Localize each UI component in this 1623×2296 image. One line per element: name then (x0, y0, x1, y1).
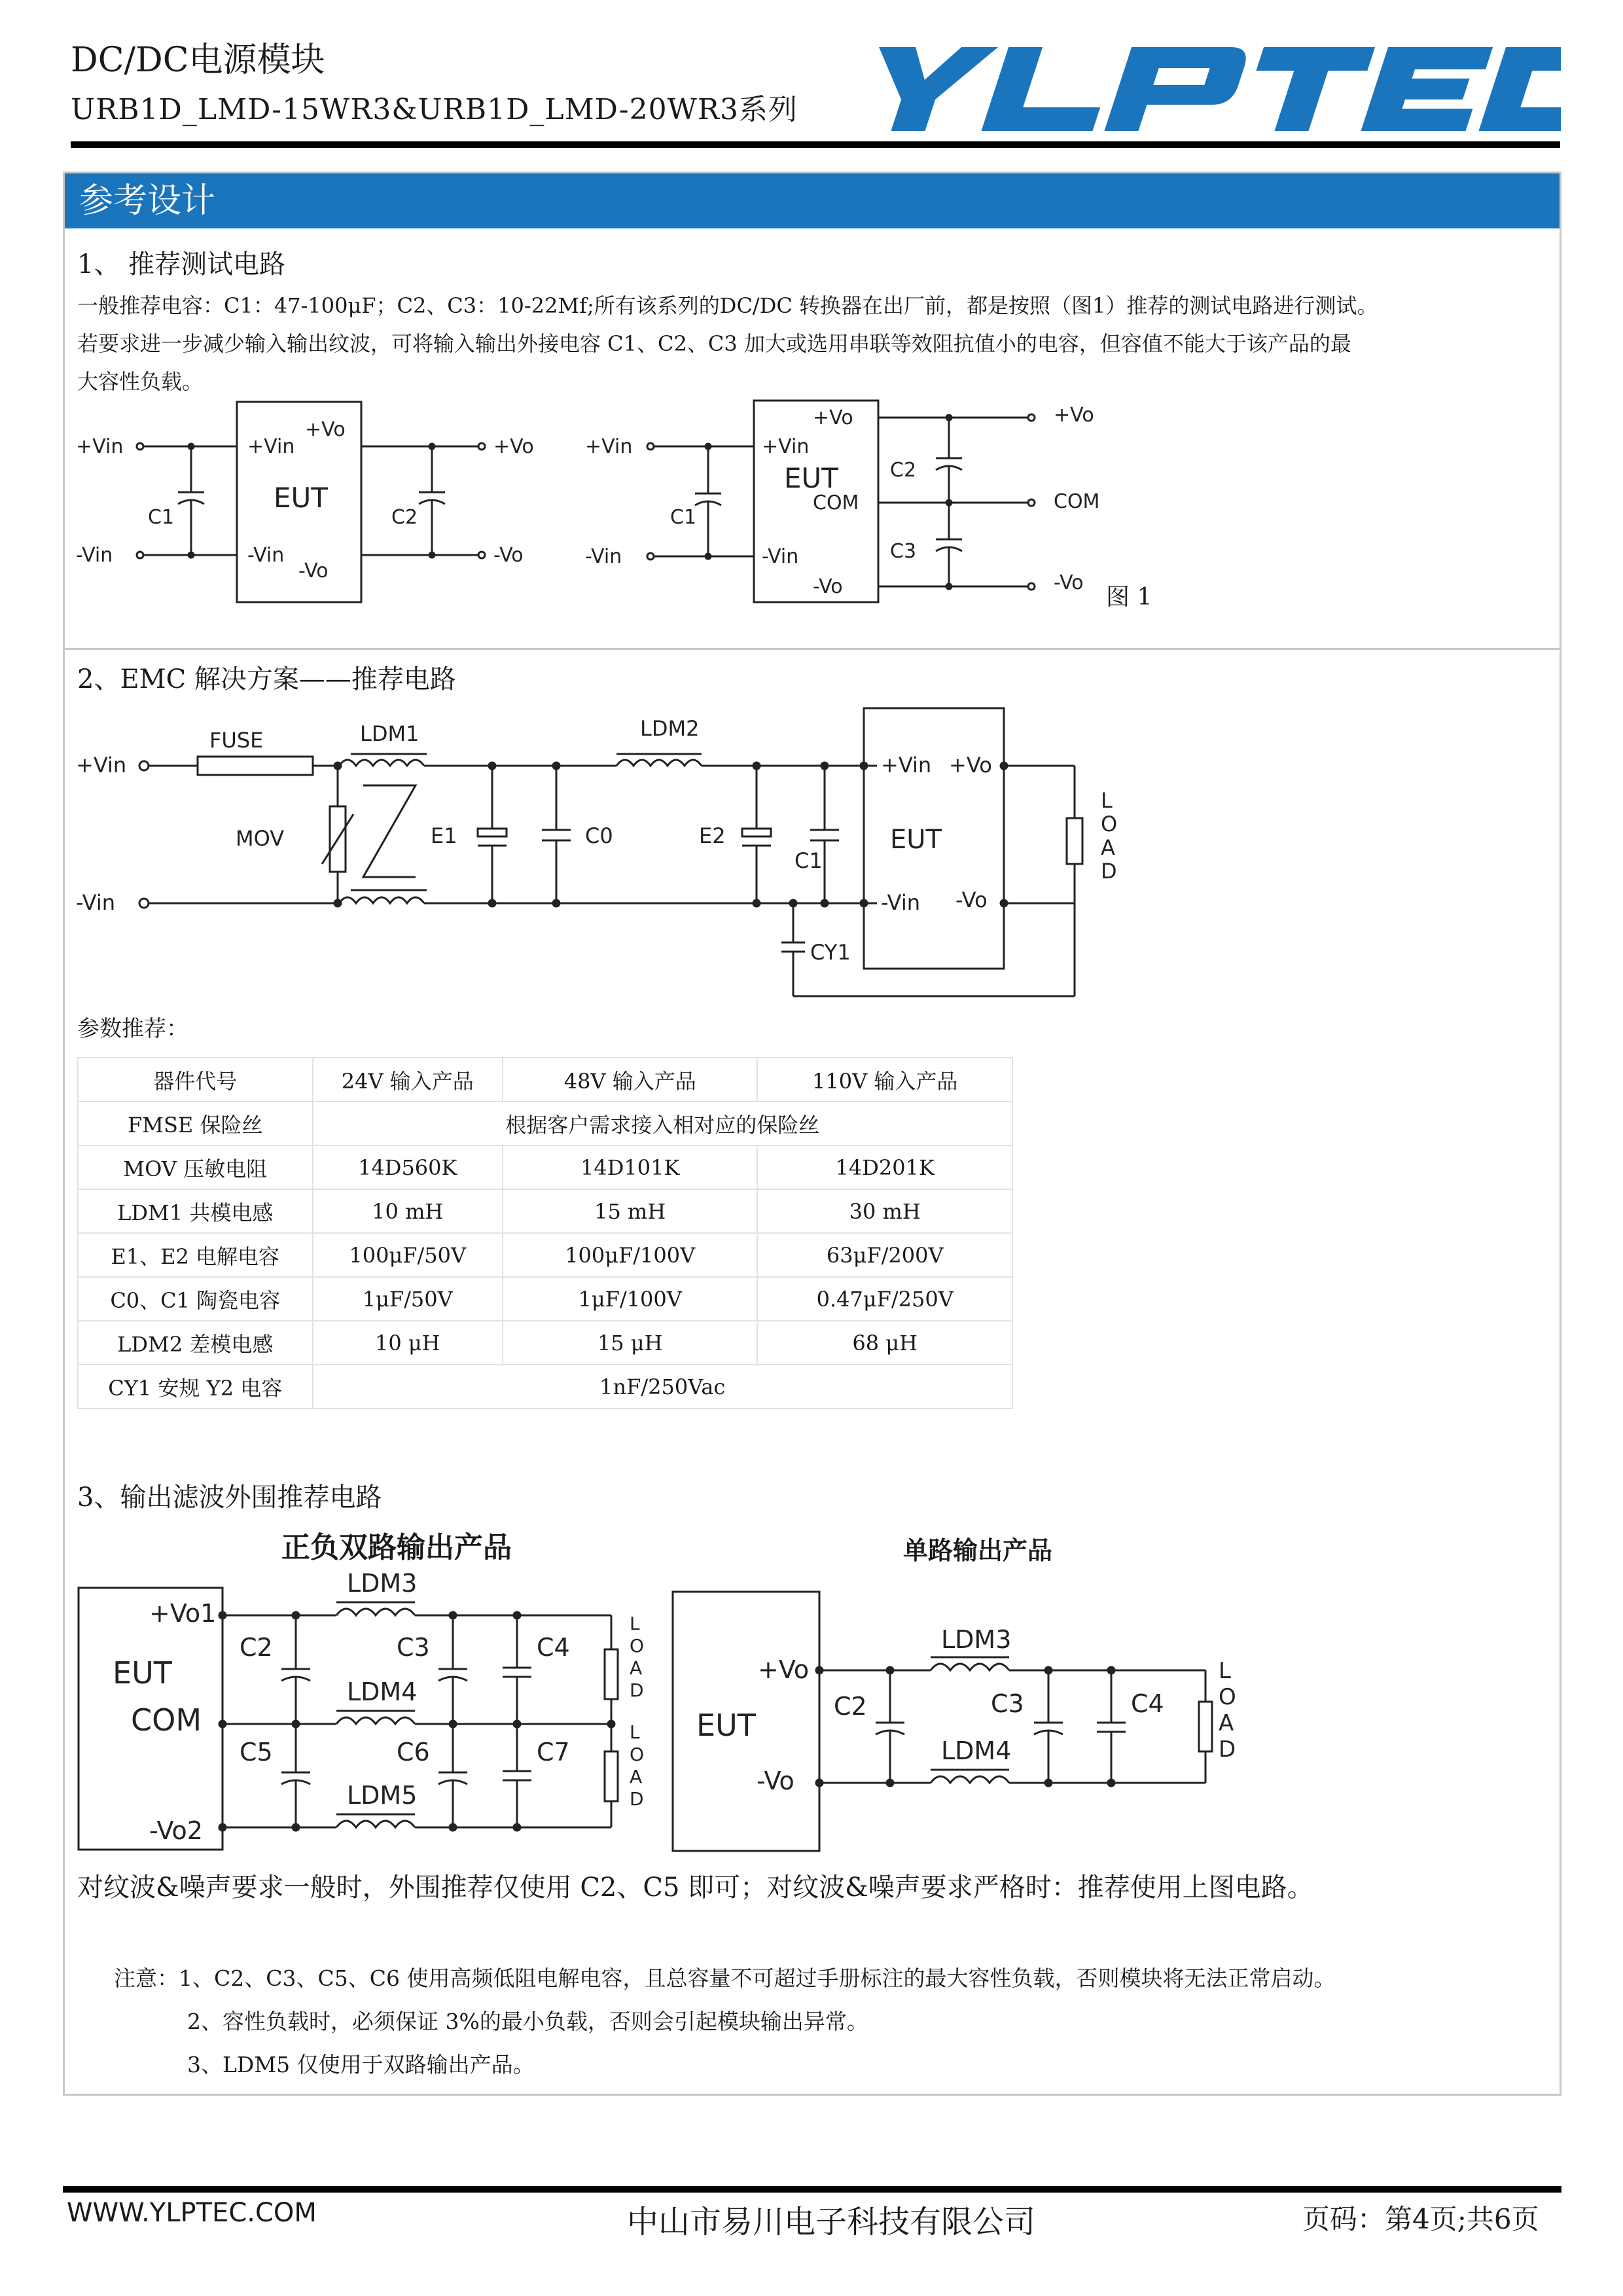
emc-pin-vo-pos: +Vo (949, 753, 992, 778)
table-header-cell: 110V 输入产品 (757, 1058, 1012, 1102)
c2-label: C2 (391, 506, 418, 529)
emc-vin-neg: -Vin (76, 890, 116, 915)
emc-pin-vin-neg: -Vin (881, 890, 921, 915)
table-cell: 根据客户需求接入相对应的保险丝 (313, 1102, 1013, 1145)
ylptec-logo (834, 39, 1561, 137)
table-row (78, 1189, 1012, 1233)
single-output-title: 单路输出产品 (903, 1536, 1053, 1565)
single-load-l: L (1219, 1658, 1231, 1684)
figure1-caption: 图 1 (1106, 584, 1152, 611)
table-row (78, 1102, 1012, 1145)
dual-ldm5: LDM5 (347, 1781, 418, 1810)
dual-load1-a: A (630, 1657, 643, 1679)
emc-fuse: FUSE (209, 728, 264, 753)
dual-load2-l: L (630, 1721, 640, 1743)
table-cell: 30 mH (757, 1189, 1012, 1233)
table-cell: 100μF/100V (503, 1233, 757, 1277)
dual-load2-o: O (630, 1744, 645, 1765)
vin-pos-label: +Vin (76, 435, 124, 458)
pin-vo-neg: -Vo (298, 560, 329, 583)
c1-label: C1 (670, 506, 697, 529)
table-cell: 100μF/50V (313, 1233, 503, 1277)
table-cell: 14D201K (757, 1145, 1012, 1189)
c2-label: C2 (890, 459, 917, 482)
pin-com: COM (813, 492, 859, 514)
vin-neg-label: -Vin (585, 545, 622, 568)
document-title: DC/DC电源模块 (71, 41, 325, 80)
section1-line2: 若要求进一步减少输入输出纹波，可将输入输出外接电容 C1、C2、C3 加大或选用串联等效阻抗值小的电容，但容值不能大于该产品的最 (77, 331, 1351, 356)
note-3: 3、LDM5 仅使用于双路输出产品。 (187, 2052, 535, 2077)
banner-title: 参考设计 (79, 181, 216, 221)
dual-vo2: -Vo2 (149, 1816, 203, 1845)
single-ldm3: LDM3 (941, 1625, 1012, 1654)
table-header-row (78, 1058, 1012, 1102)
table-cell: 68 μH (757, 1321, 1012, 1365)
table-cell: 15 μH (503, 1321, 757, 1365)
single-vo-neg: -Vo (757, 1767, 794, 1795)
table-cell: 1μF/50V (313, 1277, 503, 1321)
dual-ldm3: LDM3 (347, 1571, 418, 1598)
c3-label: C3 (890, 540, 917, 563)
section3-summary: 对纹波&噪声要求一般时，外围推荐仅使用 C2、C5 即可；对纹波&噪声要求严格时：推荐使用上图电路。 (77, 1873, 1313, 1903)
table-cell: 0.47μF/250V (757, 1277, 1012, 1321)
dual-load1-d: D (630, 1679, 644, 1701)
pin-vin-pos: +Vin (762, 435, 810, 458)
single-c4: C4 (1131, 1689, 1164, 1718)
table-cell: CY1 安规 Y2 电容 (78, 1365, 313, 1408)
table-header-cell: 24V 输入产品 (313, 1058, 503, 1102)
document-subtitle: URB1D_LMD-15WR3&URB1D_LMD-20WR3系列 (71, 93, 798, 126)
pin-vin-pos: +Vin (247, 435, 295, 458)
note-1: 注意：1、C2、C3、C5、C6 使用高频低阻电解电容，且总容量不可超过手册标注的最大容性负载，否则模块将无法正常启动。 (114, 1965, 1336, 1991)
table-cell: 14D101K (503, 1145, 757, 1189)
dual-c3: C3 (397, 1633, 430, 1662)
emc-mov: MOV (236, 826, 285, 851)
dual-c5: C5 (240, 1738, 273, 1767)
emc-c0: C0 (585, 823, 613, 848)
footer-page-number: 页码：第4页;共6页 (1302, 2203, 1539, 2235)
emc-load-o: O (1101, 812, 1118, 836)
params-label: 参数推荐： (77, 1016, 188, 1042)
emc-pin-vin-pos: +Vin (881, 753, 932, 778)
dual-ldm4: LDM4 (347, 1677, 418, 1706)
single-vo-pos: +Vo (758, 1655, 810, 1684)
pin-vin-neg: -Vin (762, 545, 799, 568)
dual-load2-a: A (630, 1766, 643, 1787)
table-cell: C0、C1 陶瓷电容 (78, 1277, 313, 1321)
single-load-d: D (1219, 1736, 1236, 1763)
emc-load-d: D (1101, 859, 1117, 884)
emc-c1: C1 (794, 848, 823, 873)
section1-line3: 大容性负载。 (77, 369, 204, 394)
section1-heading: 1、 推荐测试电路 (77, 249, 286, 279)
section1-paragraph (77, 287, 1550, 401)
table-row (78, 1145, 1012, 1189)
table-cell: 14D560K (313, 1145, 503, 1189)
emc-e2: E2 (699, 823, 726, 848)
header-rule (71, 141, 1560, 148)
eut-label: EUT (274, 482, 328, 514)
pin-vo-pos: +Vo (813, 406, 853, 429)
emc-load-l: L (1101, 788, 1113, 813)
out-com-label: COM (1054, 490, 1100, 513)
emc-cy1: CY1 (810, 940, 851, 965)
table-row (78, 1321, 1012, 1365)
section-banner (65, 173, 1560, 228)
out-neg-label: -Vo (493, 544, 524, 567)
out-pos-label: +Vo (493, 435, 534, 458)
table-cell: MOV 压敏电阻 (78, 1145, 313, 1189)
dual-c2: C2 (240, 1633, 273, 1662)
out-neg-label: -Vo (1054, 571, 1084, 594)
eut-label: EUT (784, 462, 838, 494)
pin-vo-neg: -Vo (813, 575, 843, 598)
table-row (78, 1277, 1012, 1321)
dual-load1-o: O (630, 1635, 645, 1657)
emc-ldm2: LDM2 (640, 716, 700, 741)
dual-load2-d: D (630, 1788, 644, 1810)
dual-output-title: 正负双路输出产品 (281, 1531, 512, 1564)
emc-pin-vo-neg: -Vo (955, 888, 988, 912)
section2-heading: 2、EMC 解决方案——推荐电路 (77, 664, 456, 694)
emc-e1: E1 (431, 823, 457, 848)
note-2: 2、容性负载时，必须保证 3%的最小负载，否则会引起模块输出异常。 (187, 2009, 868, 2034)
emc-vin-pos: +Vin (76, 753, 127, 778)
section3-heading: 3、输出滤波外围推荐电路 (77, 1482, 382, 1513)
test-circuit-basic (72, 393, 569, 609)
vin-pos-label: +Vin (585, 435, 633, 458)
single-load-a: A (1219, 1710, 1234, 1736)
dual-eut: EUT (113, 1655, 172, 1691)
divider-1 (65, 648, 1560, 650)
dual-vo1: +Vo1 (149, 1599, 217, 1628)
footer-website[interactable]: WWW.YLPTEC.COM (67, 2198, 317, 2228)
emc-load-a: A (1101, 835, 1115, 860)
pin-vin-neg: -Vin (247, 544, 285, 567)
pin-vo-pos: +Vo (305, 418, 346, 441)
footer-rule (63, 2186, 1561, 2193)
dual-output-filter (72, 1571, 674, 1859)
test-circuit-dual (582, 393, 1270, 609)
vin-neg-label: -Vin (76, 544, 113, 567)
out-pos-label: +Vo (1054, 404, 1094, 427)
table-row (78, 1365, 1012, 1408)
dual-c4: C4 (537, 1633, 570, 1662)
table-cell: 10 μH (313, 1321, 503, 1365)
single-ldm4: LDM4 (941, 1736, 1012, 1765)
single-c3: C3 (991, 1689, 1024, 1718)
dual-c7: C7 (537, 1738, 570, 1767)
params-table (77, 1057, 1013, 1409)
footer-company: 中山市易川电子科技有限公司 (627, 2204, 1036, 2240)
table-cell: 1μF/100V (503, 1277, 757, 1321)
table-cell: E1、E2 电解电容 (78, 1233, 313, 1277)
emc-circuit (72, 700, 1152, 1001)
table-cell: LDM2 差模电感 (78, 1321, 313, 1365)
section1-line1: 一般推荐电容：C1：47-100μF；C2、C3：10-22Mf;所有该系列的DC/DC 转换器在出厂前，都是按照（图1）推荐的测试电路进行测试。 (77, 293, 1378, 318)
table-cell: 10 mH (313, 1189, 503, 1233)
table-cell: FMSE 保险丝 (78, 1102, 313, 1145)
emc-ldm1: LDM1 (360, 721, 419, 746)
emc-eut: EUT (890, 825, 942, 855)
table-cell: 1nF/250Vac (313, 1365, 1013, 1408)
table-cell: 63μF/200V (757, 1233, 1012, 1277)
single-load-o: O (1219, 1684, 1236, 1710)
c1-label: C1 (148, 506, 175, 529)
table-row (78, 1233, 1012, 1277)
table-cell: LDM1 共模电感 (78, 1189, 313, 1233)
single-output-filter (661, 1571, 1263, 1859)
table-header-cell: 48V 输入产品 (503, 1058, 757, 1102)
table-header-cell: 器件代号 (78, 1058, 313, 1102)
dual-load1-l: L (630, 1613, 640, 1634)
dual-com: COM (131, 1702, 202, 1738)
single-eut: EUT (696, 1708, 756, 1743)
single-c2: C2 (834, 1692, 867, 1721)
dual-c6: C6 (397, 1738, 430, 1767)
table-cell: 15 mH (503, 1189, 757, 1233)
